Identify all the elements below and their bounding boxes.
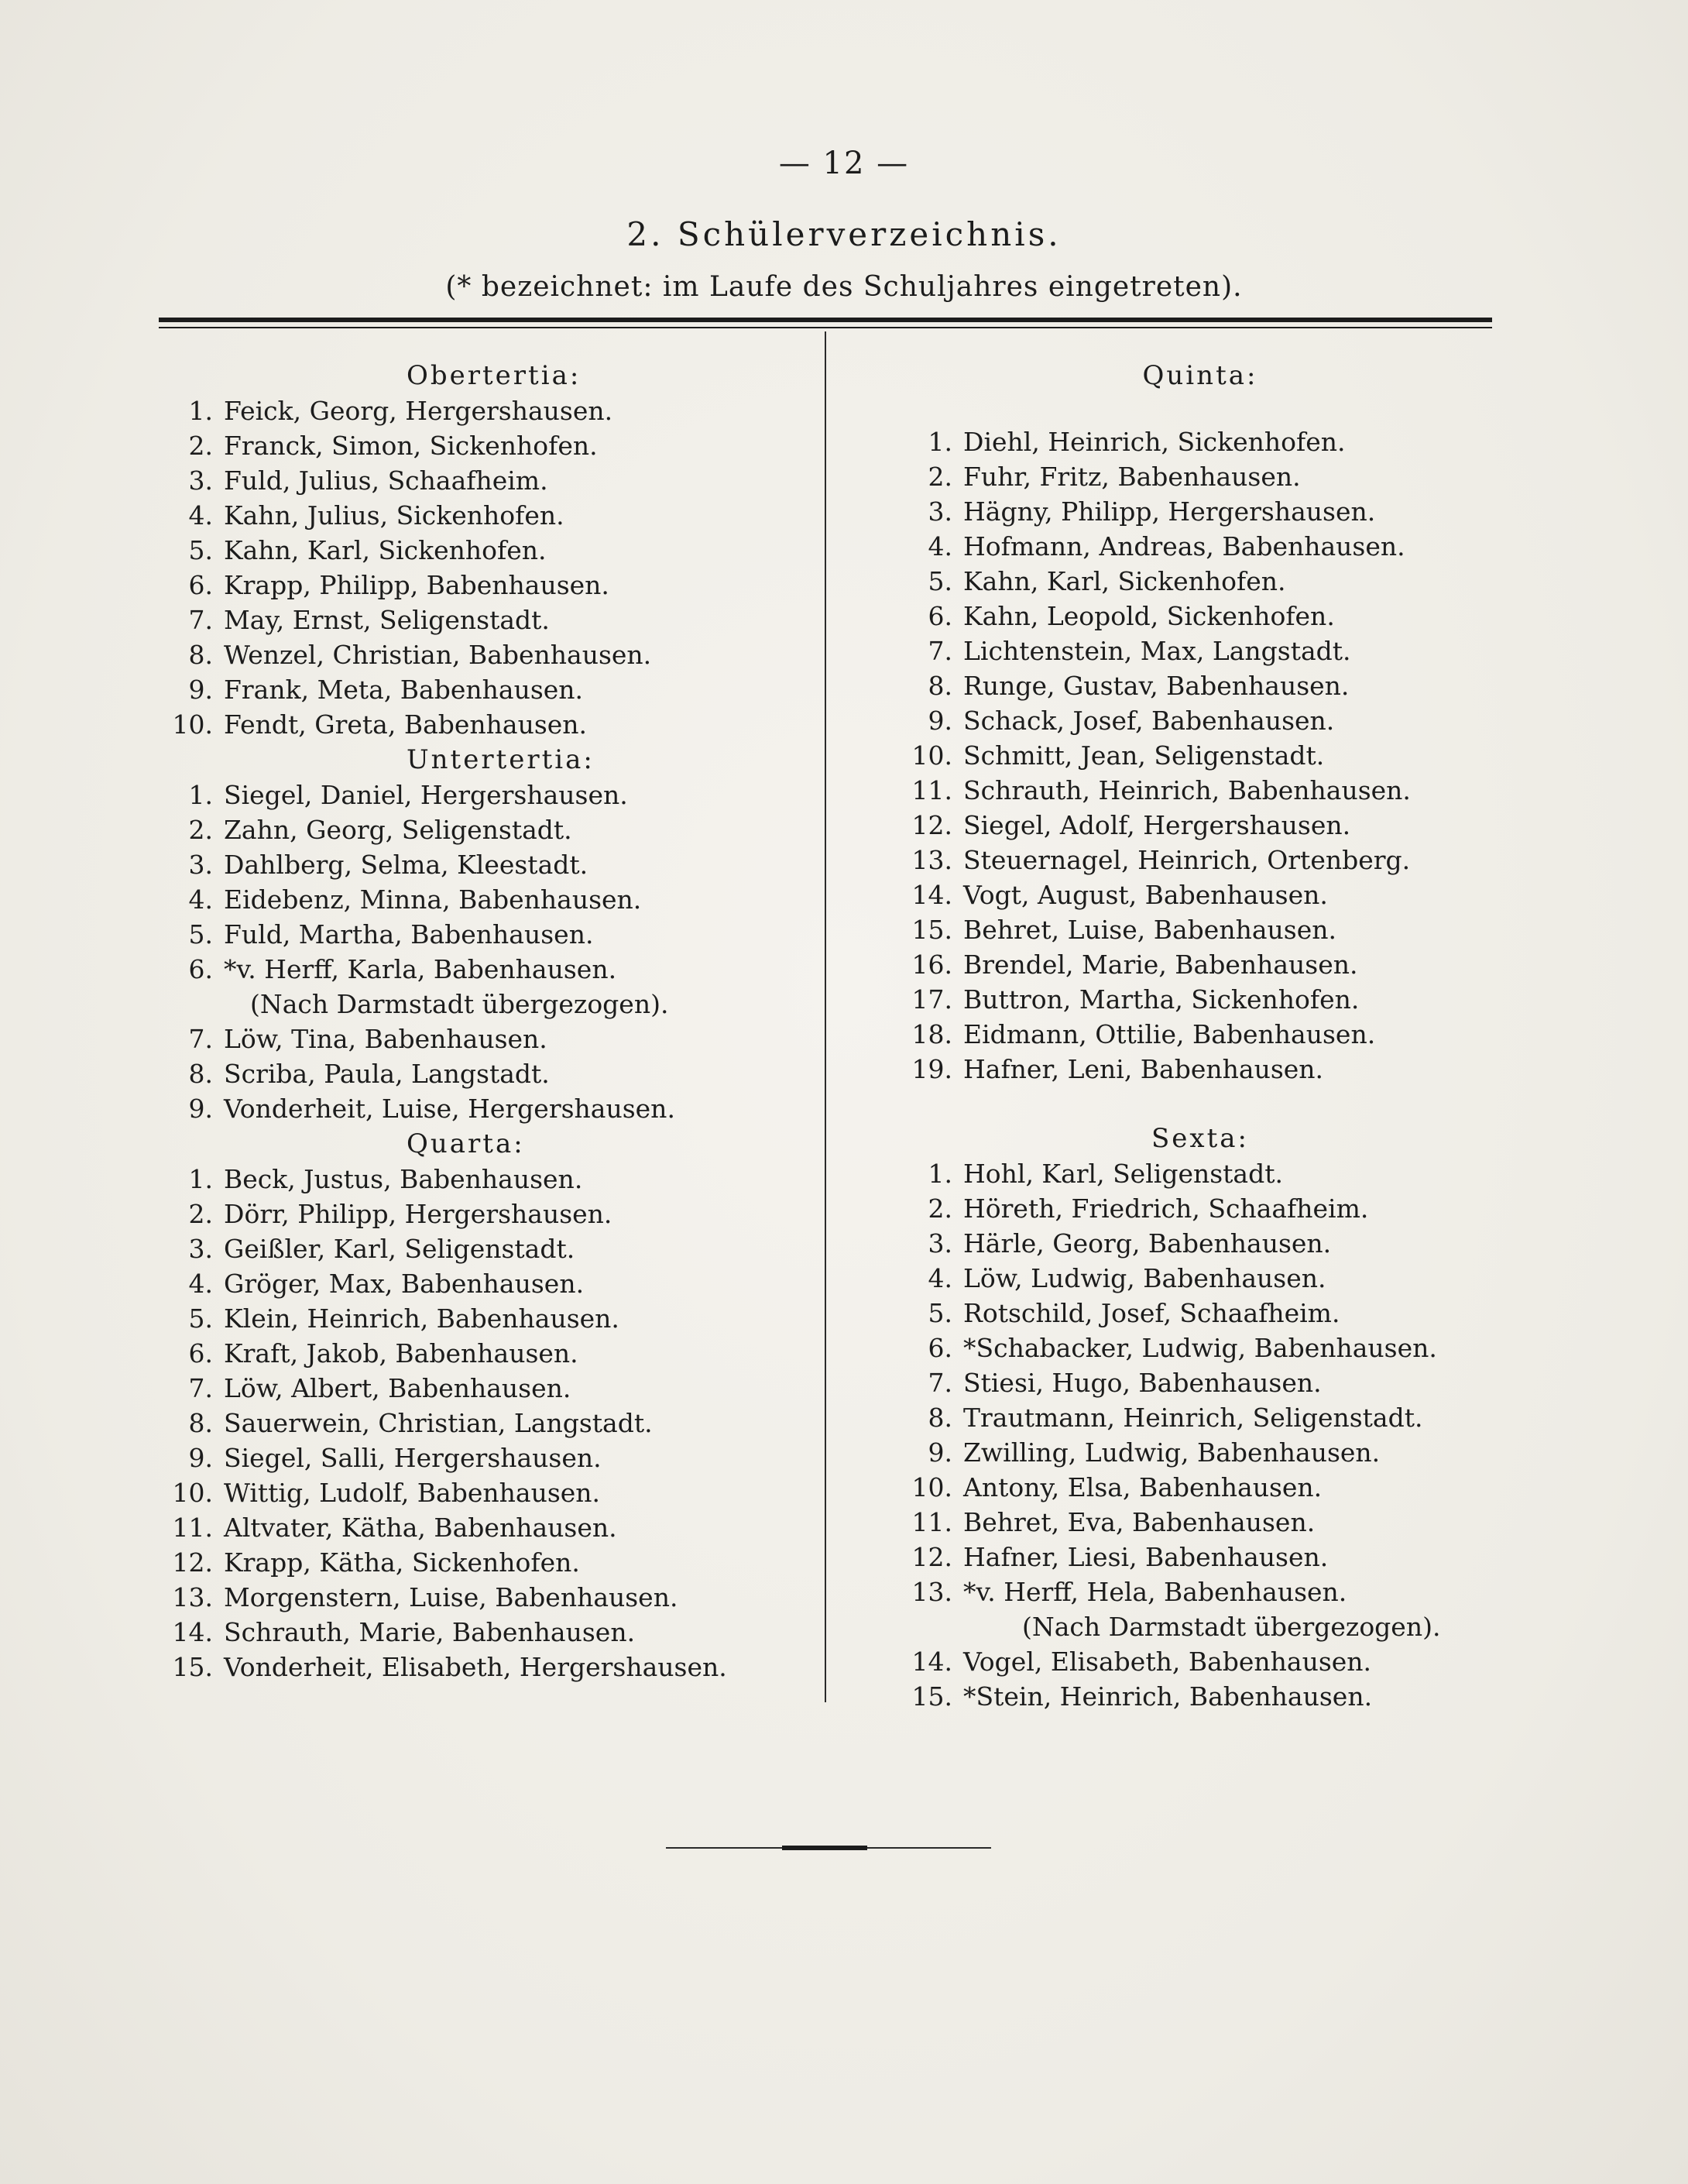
list-item-number: 7. — [188, 1373, 213, 1403]
list-item-text: Kraft, Jakob, Babenhausen. — [224, 1338, 578, 1368]
list-item-text: Schack, Josef, Babenhausen. — [963, 706, 1335, 736]
list-item-number: 15. — [172, 1652, 213, 1682]
list-item-number: 10. — [172, 1478, 213, 1508]
list-item-number: 11. — [172, 1513, 213, 1543]
list-item-text: Hafner, Liesi, Babenhausen. — [963, 1542, 1329, 1572]
list-item-number: 9. — [188, 1443, 213, 1473]
section-title-quinta: Quinta: — [1142, 360, 1258, 391]
list-item-number: 4. — [188, 1269, 213, 1299]
untertertia-note: (Nach Darmstadt übergezogen). — [250, 989, 669, 1019]
list-item — [166, 778, 809, 812]
list-item-text: Fuld, Martha, Babenhausen. — [224, 919, 594, 949]
list-item — [906, 1435, 1494, 1470]
sexta-list-continued — [906, 1644, 1494, 1714]
list-item — [166, 637, 809, 672]
list-item-text: Gröger, Max, Babenhausen. — [224, 1269, 585, 1299]
list-item-text: Feick, Georg, Hergershausen. — [224, 396, 613, 426]
list-item — [166, 603, 809, 637]
list-item-text: Trautmann, Heinrich, Seligenstadt. — [963, 1403, 1423, 1433]
list-item-number: 12. — [911, 1542, 952, 1572]
list-item — [166, 1301, 809, 1336]
column-divider — [825, 331, 826, 1702]
list-item — [166, 1231, 809, 1266]
list-item — [166, 463, 809, 498]
list-item-number: 1. — [188, 780, 213, 810]
list-item-number: 4. — [188, 500, 213, 531]
list-item — [906, 564, 1494, 599]
list-item — [906, 1017, 1494, 1052]
list-item-number: 13. — [911, 845, 952, 875]
list-item-text: Dahlberg, Selma, Kleestadt. — [224, 850, 588, 880]
list-item-number: 18. — [911, 1019, 952, 1049]
quarta-list — [166, 1162, 809, 1684]
list-item — [906, 1679, 1494, 1714]
list-item — [166, 533, 809, 568]
list-item-number: 2. — [928, 462, 952, 492]
list-item — [166, 952, 809, 987]
list-item-text: Frank, Meta, Babenhausen. — [224, 675, 584, 705]
list-item-number: 11. — [911, 775, 952, 805]
list-item-text: Sauerwein, Christian, Langstadt. — [224, 1408, 653, 1438]
list-item-text: Morgenstern, Luise, Babenhausen. — [224, 1582, 678, 1612]
list-item-number: 4. — [928, 1263, 952, 1293]
list-item-text: Franck, Simon, Sickenhofen. — [224, 431, 598, 461]
spacer — [906, 393, 1494, 424]
list-item-number: 17. — [911, 984, 952, 1015]
list-item — [906, 1331, 1494, 1365]
list-item-text: Fuld, Julius, Schaafheim. — [224, 465, 548, 496]
list-item-text: Beck, Justus, Babenhausen. — [224, 1164, 583, 1194]
list-item-number: 5. — [928, 566, 952, 596]
list-item-number: 9. — [188, 675, 213, 705]
list-item — [166, 847, 809, 882]
list-item-text: Stiesi, Hugo, Babenhausen. — [963, 1368, 1322, 1398]
list-item-text: Fendt, Greta, Babenhausen. — [224, 709, 588, 740]
list-item-number: 13. — [911, 1577, 952, 1607]
list-item — [906, 529, 1494, 564]
list-item-number: 19. — [911, 1054, 952, 1084]
list-item — [166, 882, 809, 917]
list-item-number: 5. — [928, 1298, 952, 1328]
list-item-text: Dörr, Philipp, Hergershausen. — [224, 1199, 612, 1229]
list-item — [906, 1540, 1494, 1574]
list-item-number: 9. — [928, 1437, 952, 1468]
header-rule-thin — [159, 327, 1492, 328]
list-item-text: Schmitt, Jean, Seligenstadt. — [963, 740, 1325, 771]
list-item-text: Siegel, Salli, Hergershausen. — [224, 1443, 602, 1473]
list-item — [166, 812, 809, 847]
list-item-text: Siegel, Daniel, Hergershausen. — [224, 780, 628, 810]
list-item-number: 9. — [188, 1094, 213, 1124]
list-item-number: 6. — [928, 1333, 952, 1363]
sexta-note: (Nach Darmstadt übergezogen). — [1022, 1612, 1441, 1642]
list-item-text: Antony, Elsa, Babenhausen. — [963, 1472, 1323, 1502]
list-item-text: Klein, Heinrich, Babenhausen. — [224, 1303, 619, 1334]
list-item — [166, 1441, 809, 1475]
list-item-number: 9. — [928, 706, 952, 736]
list-item-number: 7. — [188, 605, 213, 635]
list-item-text: Zwilling, Ludwig, Babenhausen. — [963, 1437, 1381, 1468]
section-title-sexta: Sexta: — [1151, 1123, 1249, 1154]
list-item — [906, 1365, 1494, 1400]
list-item-number: 2. — [188, 815, 213, 845]
list-item-number: 8. — [928, 1403, 952, 1433]
list-item-text: Schrauth, Marie, Babenhausen. — [224, 1617, 636, 1647]
list-item-number: 8. — [928, 671, 952, 701]
list-item — [166, 1545, 809, 1580]
list-item-text: Siegel, Adolf, Hergershausen. — [963, 810, 1351, 840]
list-item-number: 12. — [911, 810, 952, 840]
list-item-text: Kahn, Karl, Sickenhofen. — [963, 566, 1286, 596]
obertertia-list — [166, 393, 809, 742]
list-item-text: Kahn, Julius, Sickenhofen. — [224, 500, 564, 531]
list-item — [906, 773, 1494, 808]
quinta-list — [906, 424, 1494, 1087]
list-item-number: 3. — [188, 1234, 213, 1264]
list-item-text: Geißler, Karl, Seligenstadt. — [224, 1234, 575, 1264]
list-item-number: 14. — [911, 1647, 952, 1677]
list-item — [166, 1056, 809, 1091]
list-item-text: Vogel, Elisabeth, Babenhausen. — [963, 1647, 1372, 1677]
page-title: 2. Schülerverzeichnis. — [626, 215, 1062, 253]
list-item-text: Behret, Eva, Babenhausen. — [963, 1507, 1316, 1537]
list-item-number: 11. — [911, 1507, 952, 1537]
list-item-number: 8. — [188, 1408, 213, 1438]
list-item — [906, 982, 1494, 1017]
list-item-number: 14. — [911, 880, 952, 910]
list-item-text: Fuhr, Fritz, Babenhausen. — [963, 462, 1301, 492]
list-item-number: 2. — [188, 1199, 213, 1229]
list-item-text: Altvater, Kätha, Babenhausen. — [224, 1513, 617, 1543]
list-item-number: 4. — [188, 884, 213, 915]
list-item-number: 10. — [911, 740, 952, 771]
list-item — [906, 634, 1494, 668]
list-item — [906, 494, 1494, 529]
list-item-text: Vonderheit, Elisabeth, Hergershausen. — [224, 1652, 727, 1682]
list-item-number: 15. — [911, 915, 952, 945]
list-item — [906, 668, 1494, 703]
list-item — [166, 568, 809, 603]
list-item-text: Kahn, Leopold, Sickenhofen. — [963, 601, 1335, 631]
list-item-number: 14. — [172, 1617, 213, 1647]
list-item-text: Buttron, Martha, Sickenhofen. — [963, 984, 1360, 1015]
untertertia-list — [166, 778, 809, 987]
list-item-number: 7. — [928, 1368, 952, 1398]
list-item — [166, 707, 809, 742]
list-item — [906, 1470, 1494, 1505]
list-item-text: Löw, Ludwig, Babenhausen. — [963, 1263, 1326, 1293]
list-item-text: Schrauth, Heinrich, Babenhausen. — [963, 775, 1411, 805]
list-item-text: Höreth, Friedrich, Schaafheim. — [963, 1193, 1369, 1224]
list-item — [166, 1510, 809, 1545]
list-item-number: 5. — [188, 1303, 213, 1334]
list-item-number: 3. — [188, 850, 213, 880]
list-item — [166, 1650, 809, 1684]
list-item — [906, 1296, 1494, 1331]
list-item — [906, 1191, 1494, 1226]
list-item — [166, 917, 809, 952]
untertertia-list-continued — [166, 1022, 809, 1126]
list-item-text: Hofmann, Andreas, Babenhausen. — [963, 531, 1405, 561]
list-item — [906, 1156, 1494, 1191]
sexta-list — [906, 1156, 1494, 1609]
list-item-number: 7. — [928, 636, 952, 666]
list-item-text: Löw, Albert, Babenhausen. — [224, 1373, 571, 1403]
list-item — [906, 1400, 1494, 1435]
spacer — [906, 1087, 1494, 1121]
list-item-number: 10. — [911, 1472, 952, 1502]
list-item-number: 10. — [172, 709, 213, 740]
list-item-number: 1. — [928, 1159, 952, 1189]
right-column — [906, 358, 1494, 1714]
footer-rule-center — [782, 1846, 867, 1850]
section-title-obertertia: Obertertia: — [407, 360, 582, 391]
list-item-number: 8. — [188, 640, 213, 670]
list-item-number: 8. — [188, 1059, 213, 1089]
list-item-text: Wenzel, Christian, Babenhausen. — [224, 640, 652, 670]
list-item-text: Löw, Tina, Babenhausen. — [224, 1024, 547, 1054]
list-item-number: 6. — [188, 570, 213, 600]
list-item-number: 1. — [188, 396, 213, 426]
list-item-text: Vonderheit, Luise, Hergershausen. — [224, 1094, 675, 1124]
list-item — [906, 703, 1494, 738]
list-item — [166, 1615, 809, 1650]
list-item-text: Eidebenz, Minna, Babenhausen. — [224, 884, 642, 915]
list-item-text: Kahn, Karl, Sickenhofen. — [224, 535, 547, 565]
list-item — [166, 428, 809, 463]
list-item — [906, 843, 1494, 877]
list-item — [906, 947, 1494, 982]
list-item — [166, 1371, 809, 1406]
list-item-text: Hafner, Leni, Babenhausen. — [963, 1054, 1324, 1084]
list-item — [906, 808, 1494, 843]
list-item — [906, 1505, 1494, 1540]
header-rule-thick — [159, 318, 1492, 322]
list-item-text: Wittig, Ludolf, Babenhausen. — [224, 1478, 601, 1508]
list-item-number: 7. — [188, 1024, 213, 1054]
list-item-text: Härle, Georg, Babenhausen. — [963, 1228, 1332, 1259]
list-item-text: Scriba, Paula, Langstadt. — [224, 1059, 550, 1089]
section-title-quarta: Quarta: — [407, 1128, 525, 1159]
list-item — [166, 1475, 809, 1510]
list-item — [166, 1197, 809, 1231]
list-item — [166, 393, 809, 428]
list-item — [906, 912, 1494, 947]
list-item-number: 1. — [928, 427, 952, 457]
list-item — [906, 1261, 1494, 1296]
list-item — [166, 1162, 809, 1197]
list-item-text: Rotschild, Josef, Schaafheim. — [963, 1298, 1340, 1328]
list-item-number: 13. — [172, 1582, 213, 1612]
list-item-number: 12. — [172, 1547, 213, 1578]
list-item-number: 3. — [188, 465, 213, 496]
list-item-text: *v. Herff, Karla, Babenhausen. — [224, 954, 617, 984]
list-item — [906, 1226, 1494, 1261]
list-item — [906, 1644, 1494, 1679]
page-number: — 12 — — [778, 146, 910, 181]
list-item-text: Vogt, August, Babenhausen. — [963, 880, 1328, 910]
list-item — [906, 1574, 1494, 1609]
list-item-number: 6. — [928, 601, 952, 631]
list-item-text: *v. Herff, Hela, Babenhausen. — [963, 1577, 1347, 1607]
list-item — [906, 424, 1494, 459]
list-item-number: 6. — [188, 954, 213, 984]
list-item — [906, 459, 1494, 494]
list-item-text: Zahn, Georg, Seligenstadt. — [224, 815, 572, 845]
list-item-text: *Schabacker, Ludwig, Babenhausen. — [963, 1333, 1437, 1363]
list-item-text: *Stein, Heinrich, Babenhausen. — [963, 1681, 1373, 1712]
list-item-text: Krapp, Kätha, Sickenhofen. — [224, 1547, 580, 1578]
list-item — [906, 877, 1494, 912]
list-item-number: 3. — [928, 1228, 952, 1259]
list-item — [166, 1406, 809, 1441]
list-item-text: Hohl, Karl, Seligenstadt. — [963, 1159, 1283, 1189]
list-item-text: Lichtenstein, Max, Langstadt. — [963, 636, 1351, 666]
left-column — [166, 358, 809, 1684]
list-item-text: Eidmann, Ottilie, Babenhausen. — [963, 1019, 1376, 1049]
list-item — [906, 738, 1494, 773]
list-item — [166, 1022, 809, 1056]
list-item-number: 2. — [928, 1193, 952, 1224]
list-item-text: Diehl, Heinrich, Sickenhofen. — [963, 427, 1346, 457]
list-item-text: Krapp, Philipp, Babenhausen. — [224, 570, 609, 600]
list-item-number: 5. — [188, 919, 213, 949]
list-item-number: 4. — [928, 531, 952, 561]
list-item — [166, 1266, 809, 1301]
list-item-number: 15. — [911, 1681, 952, 1712]
list-item-number: 6. — [188, 1338, 213, 1368]
list-item-number: 3. — [928, 496, 952, 527]
list-item-text: Behret, Luise, Babenhausen. — [963, 915, 1336, 945]
list-item — [166, 672, 809, 707]
list-item — [166, 1336, 809, 1371]
list-item — [906, 1052, 1494, 1087]
list-item-text: Steuernagel, Heinrich, Ortenberg. — [963, 845, 1411, 875]
list-item-text: Runge, Gustav, Babenhausen. — [963, 671, 1350, 701]
list-item-number: 16. — [911, 949, 952, 980]
section-title-untertertia: Untertertia: — [407, 744, 595, 775]
page-subtitle: (* bezeichnet: im Laufe des Schuljahres eingetreten). — [445, 271, 1243, 303]
list-item-number: 2. — [188, 431, 213, 461]
list-item-number: 1. — [188, 1164, 213, 1194]
list-item — [166, 498, 809, 533]
list-item-number: 5. — [188, 535, 213, 565]
list-item — [166, 1580, 809, 1615]
list-item — [166, 1091, 809, 1126]
list-item-text: Brendel, Marie, Babenhausen. — [963, 949, 1358, 980]
list-item — [906, 599, 1494, 634]
list-item-text: May, Ernst, Seligenstadt. — [224, 605, 550, 635]
list-item-text: Hägny, Philipp, Hergershausen. — [963, 496, 1376, 527]
